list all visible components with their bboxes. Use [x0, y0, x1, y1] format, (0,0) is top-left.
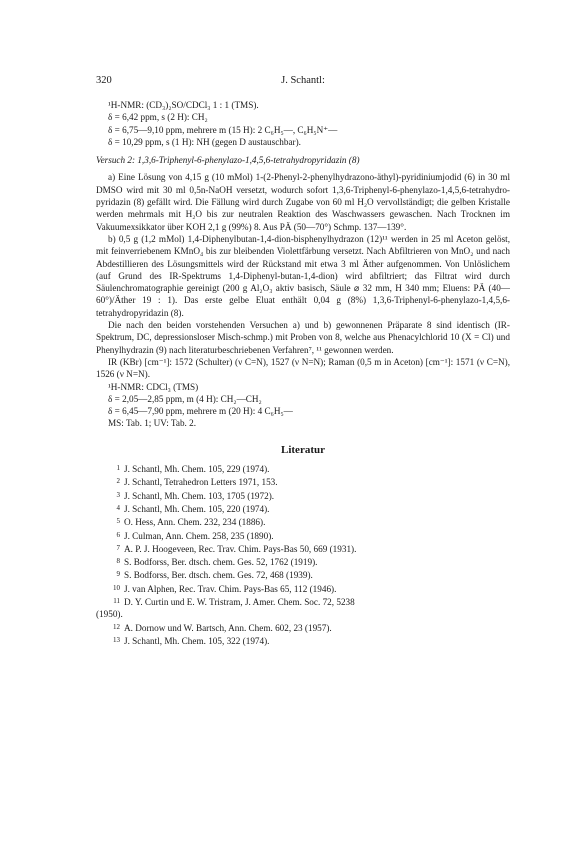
nmr-block-2 — [96, 381, 510, 430]
paragraph-ir: IR (KBr) [cm⁻¹]: 1572 (Schulter) (ν C=N), 1527 (ν N=N); Raman (0,5 m in Aceton) [cm⁻¹]: 1571 (ν C=N), 1526 (ν N=N). — [96, 356, 510, 380]
reference-number: 9 — [116, 570, 120, 579]
reference-number: 5 — [116, 517, 120, 526]
reference-text: A. P. J. Hoogeveen, Rec. Trav. Chim. Pays-Bas 50, 669 (1931). — [124, 543, 357, 554]
reference-text: D. Y. Curtin und E. W. Tristram, J. Amer. Chem. Soc. 72, 5238 — [124, 596, 355, 607]
reference-number: 8 — [116, 557, 120, 566]
page-body — [96, 99, 510, 647]
reference-number: 7 — [116, 543, 120, 552]
nmr-line: δ = 10,29 ppm, s (1 H): NH (gegen D austauschbar). — [108, 136, 301, 147]
nmr-line: ¹H-NMR: (CD₃)₂SO/CDCl₃ 1 : 1 (TMS). — [108, 100, 259, 110]
reference-item — [96, 489, 510, 502]
reference-text: J. van Alphen, Rec. Trav. Chim. Pays-Bas 65, 112 (1946). — [124, 583, 337, 594]
reference-item — [96, 542, 510, 555]
nmr-line: ¹H-NMR: CDCl₃ (TMS) — [108, 381, 199, 392]
reference-item — [96, 582, 510, 595]
reference-number: 12 — [113, 622, 120, 631]
reference-number: 11 — [113, 596, 120, 605]
nmr-line: δ = 2,05—2,85 ppm, m (4 H): CH₂—CH₂ — [108, 393, 262, 404]
versuch-title: Versuch 2: 1,3,6-Triphenyl-6-phenylazo-1,4,5,6-tetrahydropyridazin (8) — [96, 155, 360, 166]
reference-text: A. Dornow und W. Bartsch, Ann. Chem. 602, 23 (1957). — [124, 622, 332, 633]
reference-text: J. Schantl, Mh. Chem. 105, 229 (1974). — [124, 464, 270, 475]
paragraph-b: b) 0,5 g (1,2 mMol) 1,4-Diphenylbutan-1,4-dion-bisphenylhydrazon (12)¹¹ werden in 25 ml Aceton gelöst, mit feinverriebenem KMnO₄ bis zur bleibenden Violettfärbung versetzt. Nach Abfiltrieren von MnO₂ und nach Abdestillieren des Lösungsmittels wird der Rückstand mit etwa 3 ml Äther aufgenommen. Von Unlöslichem (auf Grund des IR-Spektrums 1,4-Diphenyl-butan-1,4-dion) wird abfiltriert; das Filtrat wird durch Säulenchromatographie gereinigt (200 g Al₂O₃ aktiv basisch, Säule ⌀ 32 mm, H 340 mm; Eluens: PÄ (40—60°)/Äther 19 : 1). Das erste gelbe Eluat enthält 0,04 g (8%) 1,3,6-Triphenyl-6-phenylazo-1,4,5,6-tetrahydropyridazin (8). — [96, 233, 510, 318]
reference-text: J. Schantl, Mh. Chem. 105, 220 (1974). — [124, 503, 270, 514]
reference-text: S. Bodforss, Ber. dtsch. chem. Ges. 72, 468 (1939). — [124, 570, 313, 581]
reference-item — [96, 595, 510, 608]
literatur-heading: Literatur — [281, 443, 325, 456]
page-number: 320 — [96, 75, 112, 86]
reference-item — [96, 475, 510, 488]
reference-number: 2 — [116, 477, 120, 486]
reference-text: J. Schantl, Mh. Chem. 103, 1705 (1972). — [124, 490, 275, 501]
reference-number: 6 — [116, 530, 120, 539]
reference-item — [96, 568, 510, 581]
reference-list — [96, 462, 510, 647]
reference-text: J. Schantl, Tetrahedron Letters 1971, 153. — [124, 477, 278, 488]
nmr-block-1 — [96, 99, 510, 148]
nmr-line: δ = 6,45—7,90 ppm, mehrere m (20 H): 4 C₆H₅— — [108, 406, 293, 417]
reference-text: J. Culman, Ann. Chem. 258, 235 (1890). — [124, 530, 274, 541]
reference-item — [96, 529, 510, 542]
reference-number: 4 — [116, 503, 120, 512]
reference-number: 10 — [113, 583, 120, 592]
reference-item — [96, 502, 510, 515]
reference-number: 3 — [116, 490, 120, 499]
reference-item — [96, 515, 510, 528]
reference-item — [96, 462, 510, 475]
running-title: J. Schantl: — [281, 75, 325, 86]
reference-item — [96, 634, 510, 647]
reference-item — [96, 621, 510, 634]
nmr-line: δ = 6,42 ppm, s (2 H): CH₂ — [108, 112, 208, 123]
nmr-line: MS: Tab. 1; UV: Tab. 2. — [108, 418, 197, 429]
paragraph-c: Die nach den beiden vorstehenden Versuchen a) und b) gewonnenen Präparate 8 sind identisch (IR-Spektrum, DC, depressionsloser Misch-schmp.) mit Proben von 8, welche aus Phenacylchlorid 10 (X = Cl) und Phenylhydrazin (9) nach literaturbeschriebenen Verfahren⁷, ¹¹ gewonnen werden. — [96, 320, 510, 355]
reference-text: J. Schantl, Mh. Chem. 105, 322 (1974). — [124, 635, 270, 646]
paragraph-a: a) Eine Lösung von 4,15 g (10 mMol) 1-(2-Phenyl-2-phenylhydrazono-äthyl)-pyridiniumjodid (6) in 30 ml DMSO wird mit 30 ml 0,5n-NaOH versetzt, wodurch sofort 1,3,6-Triphenyl-6-phenylazo-1,4,5,6-tetrahydro-pyridazin (8) gefällt wird. Die Fällung wird durch Zugabe von 60 ml H₂O vervollständigt; die gelben Kristalle werden mehrmals mit H₂O bis zur neutralen Reaktion des Waschwassers gewaschen. Nach Trocknen im Vakuumexsikkator über KOH 2,1 g (99%) 8. Aus PÄ (50—70°) Schmp. 137—139°. — [96, 172, 510, 232]
reference-number: 1 — [116, 464, 120, 473]
reference-item — [96, 555, 510, 568]
reference-text: O. Hess, Ann. Chem. 232, 234 (1886). — [124, 517, 266, 528]
reference-number: 13 — [113, 635, 120, 644]
reference-text: S. Bodforss, Ber. dtsch. chem. Ges. 52, 1762 (1919). — [124, 557, 318, 568]
reference-continuation: (1950). — [96, 609, 123, 620]
nmr-line: δ = 6,75—9,10 ppm, mehrere m (15 H): 2 C₆H₅—, C₆H₅N⁺— — [108, 124, 338, 135]
